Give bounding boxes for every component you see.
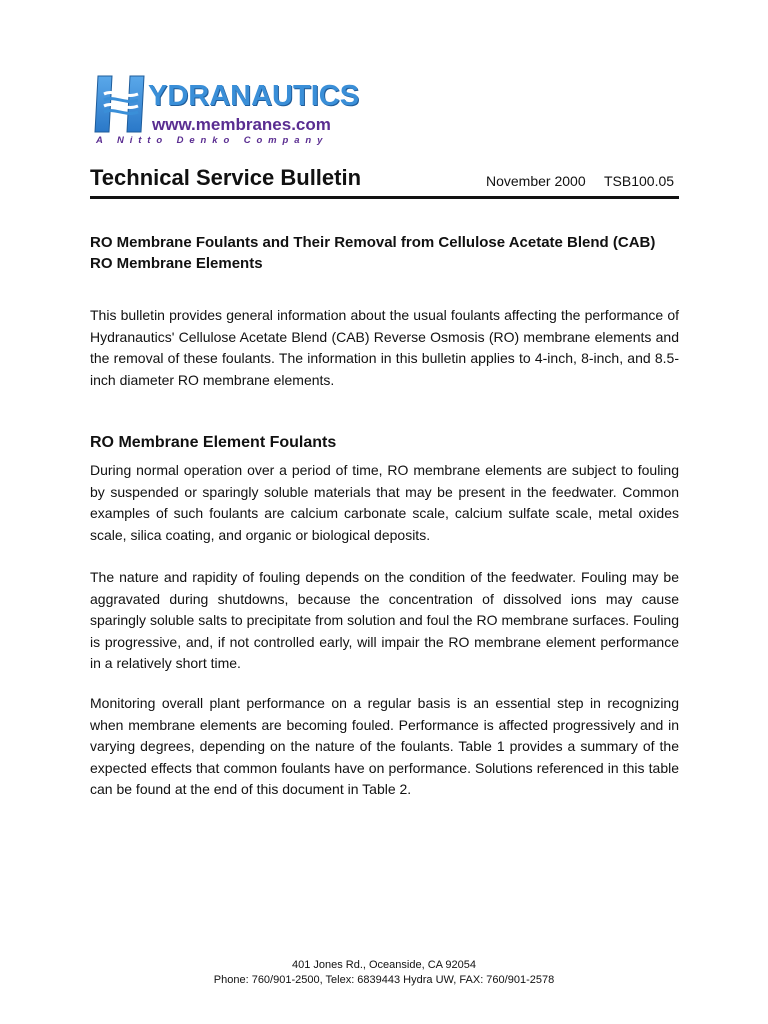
- footer-contact: Phone: 760/901-2500, Telex: 6839443 Hydra UW, FAX: 760/901-2578: [213, 974, 555, 986]
- logo-tagline: A Nitto Denko Company: [96, 135, 329, 146]
- footer-address: 401 Jones Rd., Oceanside, CA 92054: [291, 959, 477, 971]
- document-heading: RO Membrane Foulants and Their Removal from Cellulose Acetate Blend (CAB) RO Membrane Elements: [90, 234, 656, 272]
- bulletin-title: Technical Service Bulletin: [90, 165, 362, 190]
- header-divider: [90, 196, 679, 199]
- body-paragraph-3: Monitoring overall plant performance on a regular basis is an essential step in recognizing when membrane elements are becoming fouled. Performance is affected progressively and in varying degrees, depending on the nature of the foulants. Table 1 provides a summary of the expected effects that common foulants have on performance. Solutions referenced in this table can be found at the end of this document in Table 2.: [90, 695, 679, 797]
- hydranautics-logo: [94, 72, 360, 152]
- bulletin-date: November 2000: [486, 173, 586, 189]
- logo-website: www.membranes.com: [152, 115, 331, 134]
- logo-wordmark: YDRANAUTICS: [148, 80, 360, 112]
- section-heading: RO Membrane Element Foulants: [90, 434, 337, 451]
- bulletin-code: TSB100.05: [604, 173, 675, 189]
- intro-paragraph: This bulletin provides general information about the usual foulants affecting the performance of Hydranautics' Cellulose Acetate Blend (CAB) Reverse Osmosis (RO) membrane elements and the removal of these foulants. The information in this bulletin applies to 4-inch, 8-inch, and 8.5-inch diameter RO membrane elements.: [90, 307, 679, 388]
- body-paragraph-2: The nature and rapidity of fouling depends on the condition of the feedwater. Fouling may be aggravated during shutdowns, because the concentration of dissolved ions may cause sparingly soluble salts to precipitate from solution and foul the RO membrane surfaces. Fouling is progressive, and, if not controlled early, will impair the RO membrane element performance in a relatively short time.: [90, 569, 679, 671]
- body-paragraph-1: During normal operation over a period of time, RO membrane elements are subject to fouling by suspended or sparingly soluble materials that may be present in the feedwater. Common examples of such foulants are calcium carbonate scale, calcium sulfate scale, metal oxides scale, silica coating, and organic or biological deposits.: [90, 462, 679, 543]
